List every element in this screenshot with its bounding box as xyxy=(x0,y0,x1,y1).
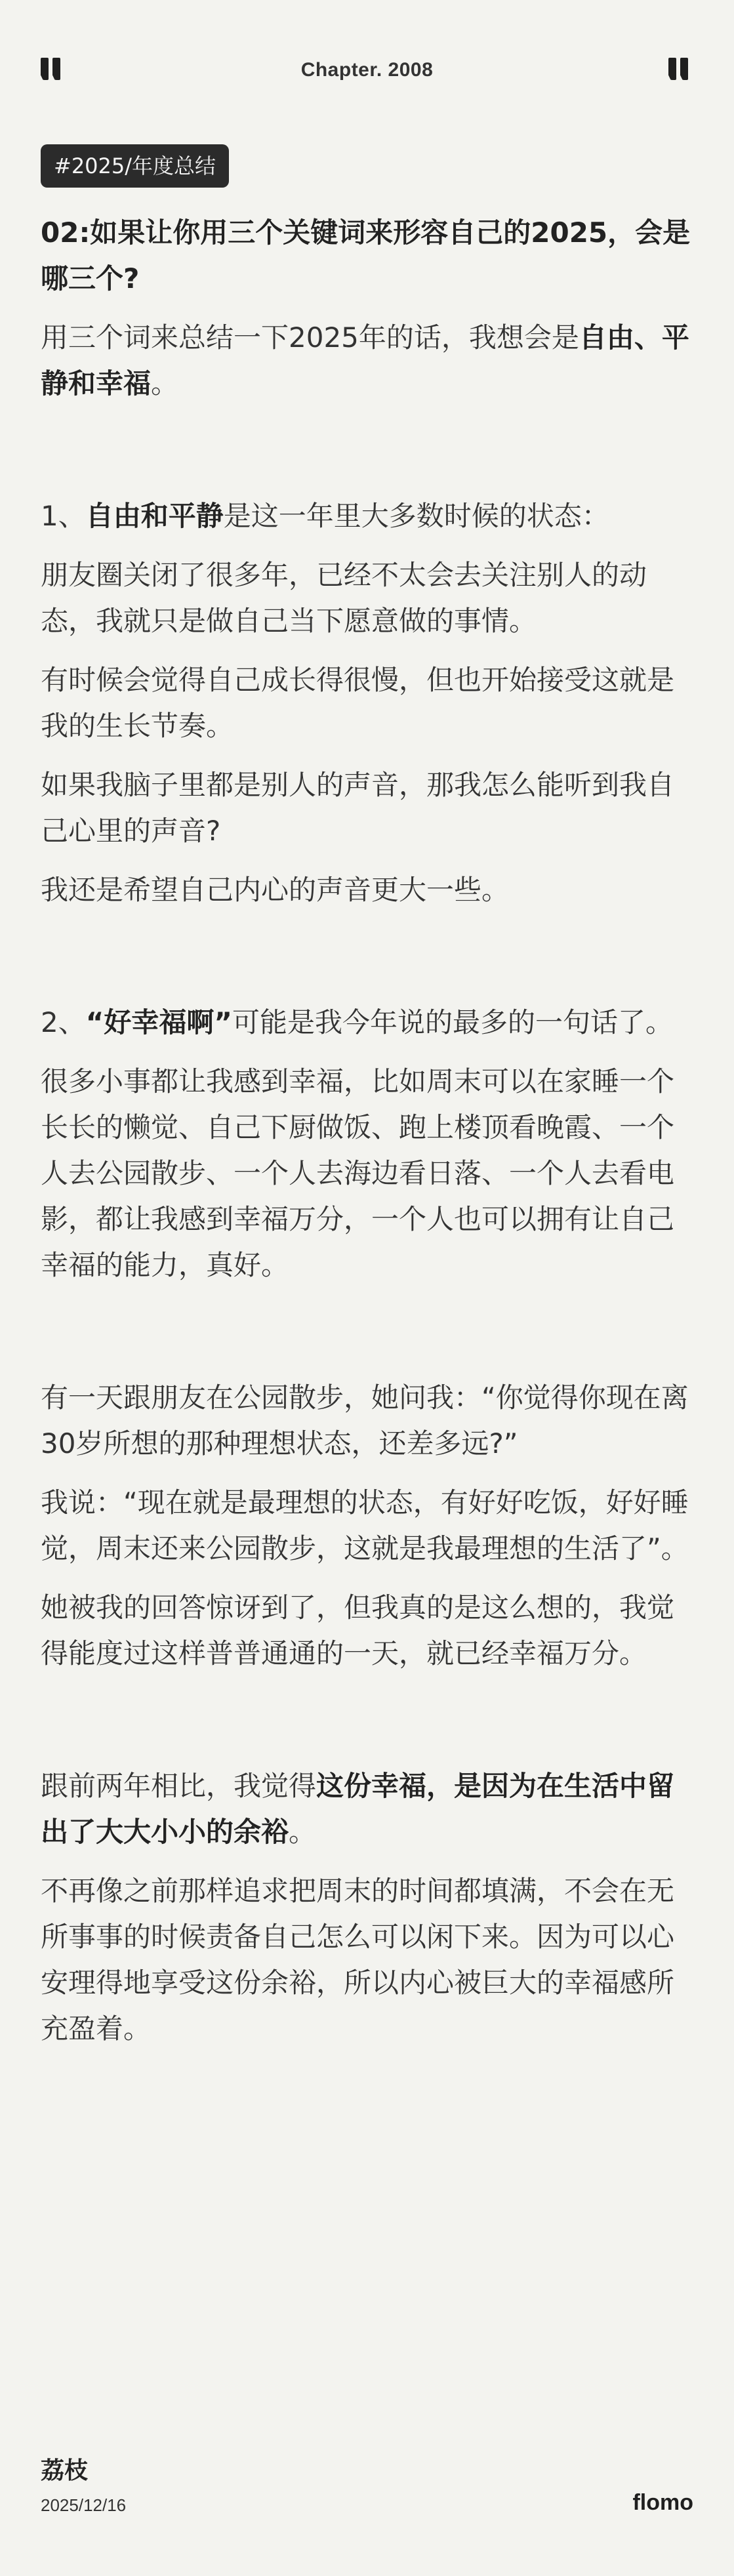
chapter-title: Chapter. 2008 xyxy=(300,59,434,81)
author-name: 荔枝 xyxy=(41,2457,89,2484)
paragraph-text: 。 xyxy=(151,367,179,399)
header xyxy=(41,58,693,84)
paragraph-text: 我说：“现在就是最理想的状态，有好好吃饭，好好睡觉，周末还来公园散步，这就是我最理想的生活了”。 xyxy=(41,1486,689,1564)
paragraph-2 xyxy=(41,552,693,644)
paragraph-6 xyxy=(41,1059,693,1288)
quote-icon xyxy=(668,58,693,80)
paragraph-text: 用三个词来总结一下2025年的话，我想会是 xyxy=(41,321,579,354)
paragraph-text: 跟前两年相比，我觉得 xyxy=(41,1770,317,1802)
paragraph-text: 有时候会觉得自己成长得很慢，但也开始接受这就是我的生长节奏。 xyxy=(41,664,675,742)
paragraph-text: 我还是希望自己内心的声音更大一些。 xyxy=(41,874,510,906)
paragraph-3 xyxy=(41,657,693,749)
section-2-heading xyxy=(41,1000,693,1046)
section-1-heading xyxy=(41,493,693,539)
section-spacer xyxy=(41,1288,693,1362)
paragraph-text: 如果我脑子里都是别人的声音，那我怎么能听到我自己心里的声音? xyxy=(41,769,675,847)
paragraph-text: 可能是我今年说的最多的一句话了。 xyxy=(232,1006,673,1038)
paragraph-bold-text: 这份幸福，是因为在生活中留出了大大小小的余裕 xyxy=(41,1770,675,1848)
section-spacer xyxy=(41,913,693,987)
paragraph-7 xyxy=(41,1375,693,1467)
question-heading: 02:如果让你用三个关键词来形容自己的2025，会是哪三个? xyxy=(41,216,691,295)
paragraph-11 xyxy=(41,1868,693,2052)
paragraph-10 xyxy=(41,1763,693,1855)
paragraph-4 xyxy=(41,762,693,854)
section-spacer xyxy=(41,1677,693,1750)
paragraph-9 xyxy=(41,1585,693,1677)
paragraph-8 xyxy=(41,1480,693,1572)
paragraph-text: 是这一年里大多数时候的状态： xyxy=(223,500,609,532)
paragraph-text: 。 xyxy=(289,1816,317,1848)
paragraph-text: 她被我的回答惊讶到了，但我真的是这么想的，我觉得能度过这样普普通通的一天，就已经幸福万分。 xyxy=(41,1591,675,1669)
paragraph-5 xyxy=(41,867,693,913)
brand-logo: flomo xyxy=(632,2490,693,2515)
topic-tag[interactable]: #2025/年度总结 xyxy=(41,144,229,188)
paragraph-1 xyxy=(41,315,693,407)
paragraph-bold-text: 自由和平静 xyxy=(85,500,224,532)
paragraph-text: 1、 xyxy=(41,500,86,532)
paragraph-text: 有一天跟朋友在公园散步，她问我：“你觉得你现在离30岁所想的那种理想状态，还差多远?” xyxy=(41,1381,689,1460)
paragraph-text: 不再像之前那样追求把周末的时间都填满，不会在无所事事的时候责备自己怎么可以闲下来。因为可以心安理得地享受这份余裕，所以内心被巨大的幸福感所充盈着。 xyxy=(41,1875,675,2045)
paragraph-bold-text: “好幸福啊” xyxy=(85,1006,232,1038)
paragraph-bold-text: 自由、平静和幸福 xyxy=(41,321,689,399)
section-spacer xyxy=(41,407,693,480)
paragraph-text: 很多小事都让我感到幸福，比如周末可以在家睡一个长长的懒觉、自己下厨做饭、跑上楼顶看晚霞、一个人去公园散步、一个人去海边看日落、一个人去看电影，都让我感到幸福万分，一个人也可以拥有让自己幸福的能力，真好。 xyxy=(41,1065,675,1281)
note-content xyxy=(41,210,693,2052)
paragraph-text: 朋友圈关闭了很多年，已经不太会去关注别人的动态，我就只是做自己当下愿意做的事情。 xyxy=(41,559,647,637)
note-date: 2025/12/16 xyxy=(41,2495,127,2515)
paragraph-text: 2、 xyxy=(41,1006,86,1038)
